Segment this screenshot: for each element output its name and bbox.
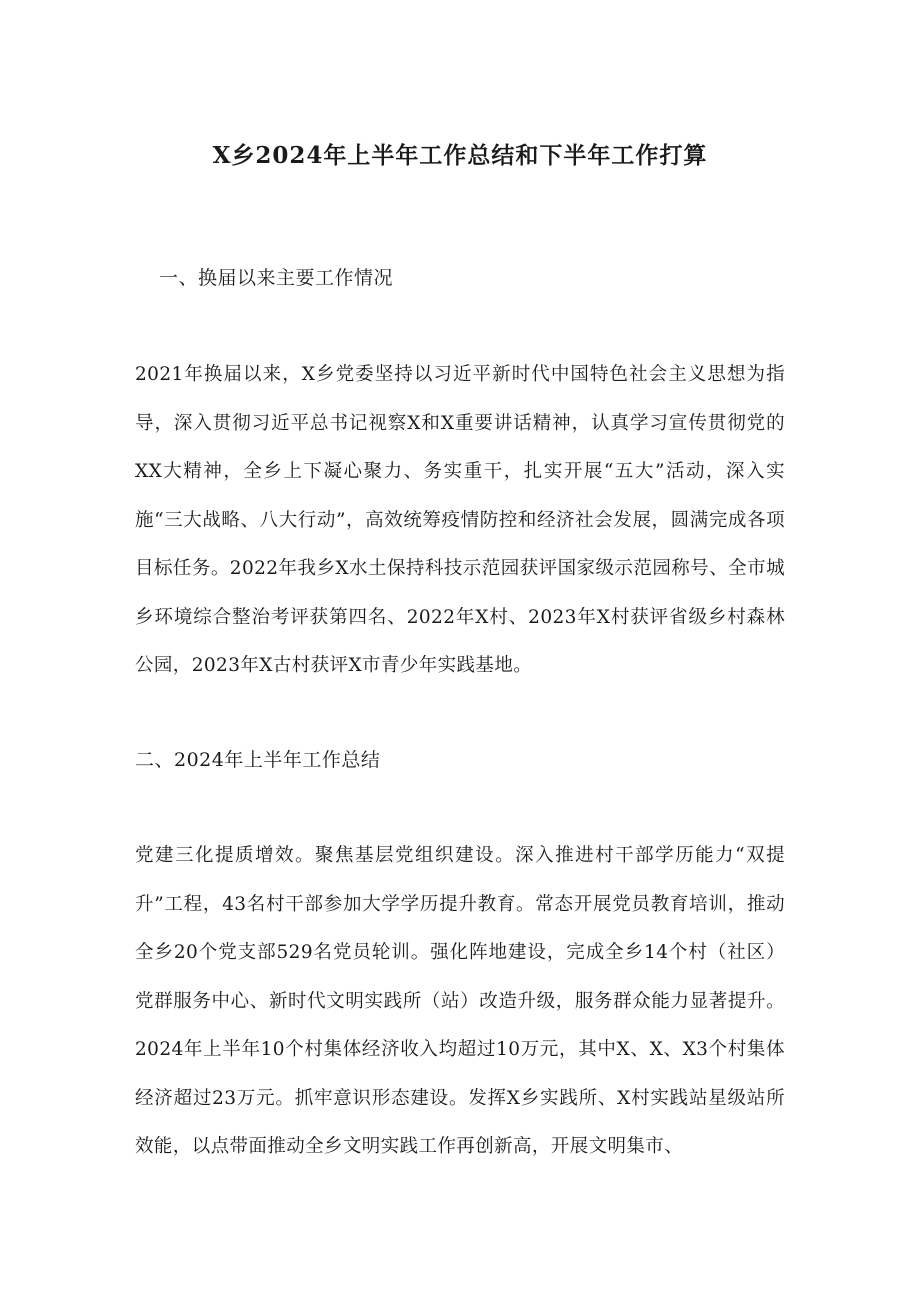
section-paragraph-2: 党建三化提质增效。聚焦基层党组织建设。深入推进村干部学历能力“双提升”工程，43名村干部参加大学学历提升教育。常态开展党员教育培训，推动全乡20个党支部529名党员轮训。强化阵地建设，完成全乡14个村（社区）党群服务中心、新时代文明实践所（站）改造升级，服务群众能力显著提升。2024年上半年10个村集体经济收入均超过10万元，其中X、X、X3个村集体经济超过23万元。抓牢意识形态建设。发挥X乡实践所、X村实践站星级站所效能，以点带面推动全乡文明实践工作再创新高，开展文明集市、 — [135, 845, 785, 1157]
section-heading-1: 一、换届以来主要工作情况 — [159, 267, 394, 289]
document-title: X乡2024年上半年工作总结和下半年工作打算 — [212, 142, 708, 169]
section-heading-2: 二、2024年上半年工作总结 — [135, 749, 381, 771]
section-paragraph-1: 2021年换届以来，X乡党委坚持以习近平新时代中国特色社会主义思想为指导，深入贯彻习近平总书记视察X和X重要讲话精神，认真学习宣传贯彻党的XX大精神，全乡上下凝心聚力、务实重干，扎实开展“五大”活动，深入实施“三大战略、八大行动”，高效统筹疫情防控和经济社会发展，圆满完成各项目标任务。2022年我乡X水土保持科技示范园获评国家级示范园称号、全市城乡环境综合整治考评获第四名、2022年X村、2023年X村获评省级乡村森林公园，2023年X古村获评X市青少年实践基地。 — [135, 364, 785, 676]
